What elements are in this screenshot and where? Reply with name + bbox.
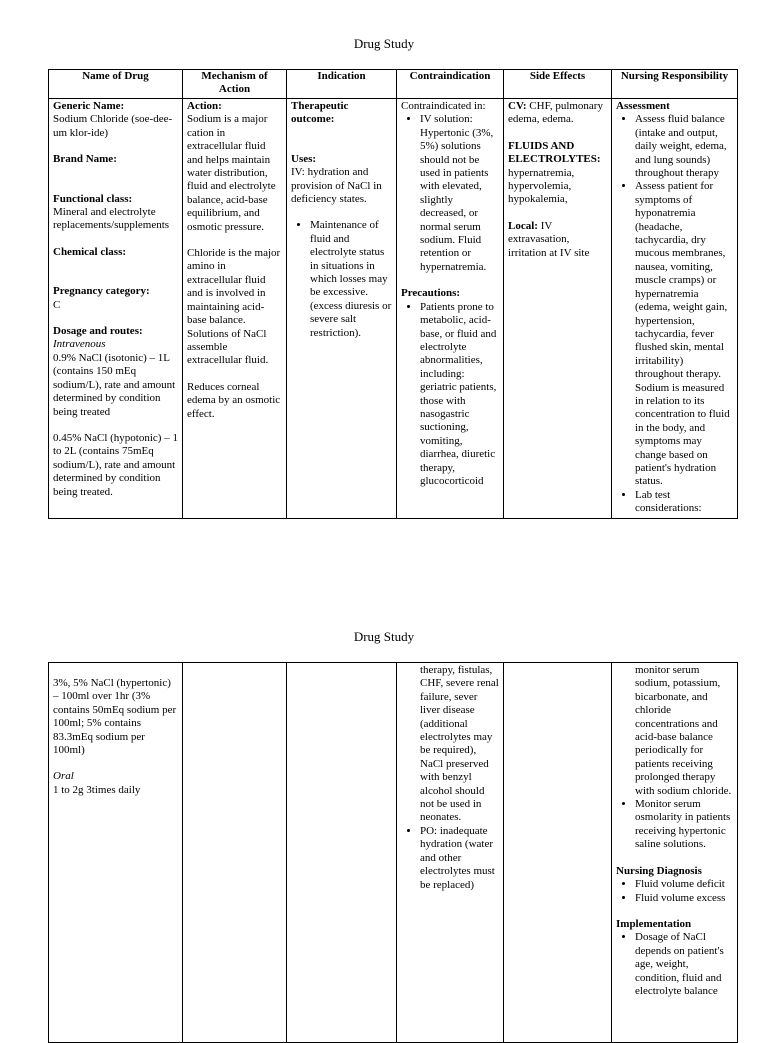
precautions-label: Precautions: (401, 287, 461, 300)
precaution-item: • Patients prone to metabolic, acid-base, or fluid and electrolyte abnormalities, including: geriatric patients, those with nasogastric suctioning, vomiting, diarrhea, diuretic therapy, glucocorticoid (420, 301, 499, 489)
contraindication-cell (397, 99, 504, 519)
dosage-routes-label: Dosage and routes: (53, 325, 143, 338)
dose-hypertonic: 3%, 5% NaCl (hypertonic) – 100ml over 1hr (3% contains 50mEq sodium per 100ml; 5% contains 83.3mEq sodium per 100ml) (53, 677, 177, 757)
cv-label: CV: (508, 100, 527, 112)
pregnancy-category-label: Pregnancy category: (53, 285, 150, 298)
diagnosis-item: • Fluid volume excess (635, 892, 733, 905)
page-title-2: Drug Study (353, 629, 415, 644)
assessment-list (616, 113, 733, 515)
side-effects-cell-continued (504, 663, 612, 1043)
indication-list (291, 219, 392, 340)
contraindicated-in-label: Contraindicated in: (401, 100, 486, 112)
assessment-label: Assessment (616, 100, 670, 112)
pregnancy-category-value: C (53, 298, 61, 311)
side-effects-cell (504, 99, 612, 519)
local-text: IV extravasation, irritation at IV site (508, 219, 590, 259)
mechanism-cell-continued (183, 663, 287, 1043)
chemical-class-label: Chemical class: (53, 245, 127, 258)
mechanism-text-1: Sodium is a major cation in extracellular fluid and helps maintain water distribution, fluid and electrolyte balance, acid-base equilibrium, and osmotic pressure. (187, 113, 276, 233)
therapeutic-outcome-label: Therapeutic outcome: (291, 100, 349, 126)
dose-hypotonic: 0.45% NaCl (hypotonic) – 1 to 2L (contains 75mEq sodium/L), rate and amount determined by condition being treated. (53, 431, 178, 498)
body-row-continued (49, 663, 738, 1043)
indication-item: • Maintenance of fluid and electrolyte status in situations in which losses may be excessive. (excess diuresis or severe salt restriction). (310, 219, 392, 340)
dose-isotonic: 0.9% NaCl (isotonic) – 1L (contains 150 mEq sodium/L), rate and amount determined by condition being treated (53, 351, 176, 418)
page-title: Drug Study (353, 36, 415, 51)
contraindication-continued-text: therapy, fistulas, CHF, severe renal failure, sever liver disease (additional electrolytes may be required), NaCl preserved with benzyl alcohol should not be used in neonates. (420, 664, 499, 824)
contraindication-item: • IV solution: Hypertonic (3%, 5%) solutions should not be used in patients with elevated, slightly decreased, or normal serum sodium. Fluid retention or hypernatremia. (420, 113, 499, 274)
side-effect-local (508, 220, 607, 260)
header-contraindication: Contraindication (397, 70, 504, 99)
header-side-effects: Side Effects (504, 70, 612, 99)
indication-cell-continued (287, 663, 397, 1043)
implementation-list (616, 931, 733, 998)
cv-text: CHF, pulmonary edema, edema. (508, 100, 603, 126)
nursing-responsibility-cell (612, 99, 738, 519)
header-indication: Indication (287, 70, 397, 99)
assessment-item: • Lab test considerations: (635, 489, 733, 516)
functional-class-value: Mineral and electrolyte replacements/supplements (53, 206, 170, 232)
diagnosis-item: • Fluid volume deficit (635, 878, 733, 891)
drug-study-table-continued (48, 662, 738, 1043)
assessment-list-continued (616, 798, 733, 852)
name-of-drug-cell (49, 99, 183, 519)
assessment-item: • Assess patient for symptoms of hyponatremia (headache, tachycardia, dry mucous membranes, nausea, vomiting, muscle cramps) or hypernatremia (edema, weight gain, hypertension, tachycardia, fever flushed skin, mental irritability) throughout therapy. Sodium is measured in relation to its concentration to fluid in the body, and symptoms may change based on patient's hydration status. (635, 180, 733, 488)
generic-name-value: Sodium Chloride (soe-dee-um klor-ide) (53, 113, 173, 139)
dose-oral: 1 to 2g 3times daily (53, 783, 141, 796)
implementation-label: Implementation (616, 917, 692, 930)
action-label: Action: (187, 100, 222, 112)
mechanism-cell (183, 99, 287, 519)
implementation-item: • Dosage of NaCl depends on patient's age, weight, condition, fluid and electrolyte balance (635, 931, 733, 998)
name-of-drug-cell-continued (49, 663, 183, 1043)
body-row (49, 99, 738, 519)
precautions-list (401, 301, 499, 489)
indication-cell (287, 99, 397, 519)
brand-name-label: Brand Name: (53, 153, 117, 166)
assessment-item: • Assess fluid balance (intake and output, daily weight, edema, and lung sounds) throughout therapy (635, 113, 733, 180)
nursing-diagnosis-label: Nursing Diagnosis (616, 864, 702, 877)
contraindication-list (401, 113, 499, 274)
generic-name-label: Generic Name: (53, 100, 125, 112)
header-name-of-drug: Name of Drug (49, 70, 183, 99)
side-effect-cv (508, 100, 607, 127)
local-label: Local: (508, 219, 538, 232)
route-oral: Oral (53, 770, 74, 783)
contraindication-item: • PO: inadequate hydration (water and other electrolytes must be replaced) (420, 825, 499, 892)
mechanism-text-2: Chloride is the major amino in extracellular fluid and is involved in maintaining acid-base balance. Solutions of NaCl assemble extracellular fluid. (187, 247, 281, 367)
uses-text: IV: hydration and provision of NaCl in deficiency states. (291, 166, 382, 206)
header-row (49, 70, 738, 99)
contraindication-list-continued (401, 825, 499, 892)
fluids-electrolytes-label: FLUIDS AND ELECTROLYTES: (508, 139, 601, 166)
route-intravenous: Intravenous (53, 338, 106, 351)
functional-class-label: Functional class: (53, 192, 133, 205)
nursing-responsibility-cell-continued (612, 663, 738, 1043)
mechanism-text-3: Reduces corneal edema by an osmotic effect. (187, 380, 281, 420)
uses-label: Uses: (291, 152, 317, 165)
header-mechanism: Mechanism of Action (183, 70, 287, 99)
header-nursing-responsibility: Nursing Responsibility (612, 70, 738, 99)
nursing-diagnosis-list (616, 878, 733, 905)
contraindication-cell-continued (397, 663, 504, 1043)
assessment-item: • Monitor serum osmolarity in patients receiving hypertonic saline solutions. (635, 798, 733, 852)
fluids-electrolytes-text: hypernatremia, hypervolemia, hypokalemia, (508, 166, 575, 206)
lab-test-continued-text: monitor serum sodium, potassium, bicarbonate, and chloride concentrations and acid-base balance periodically for patients receiving prolonged therapy with sodium chloride. (635, 664, 732, 797)
drug-study-table (48, 69, 738, 519)
